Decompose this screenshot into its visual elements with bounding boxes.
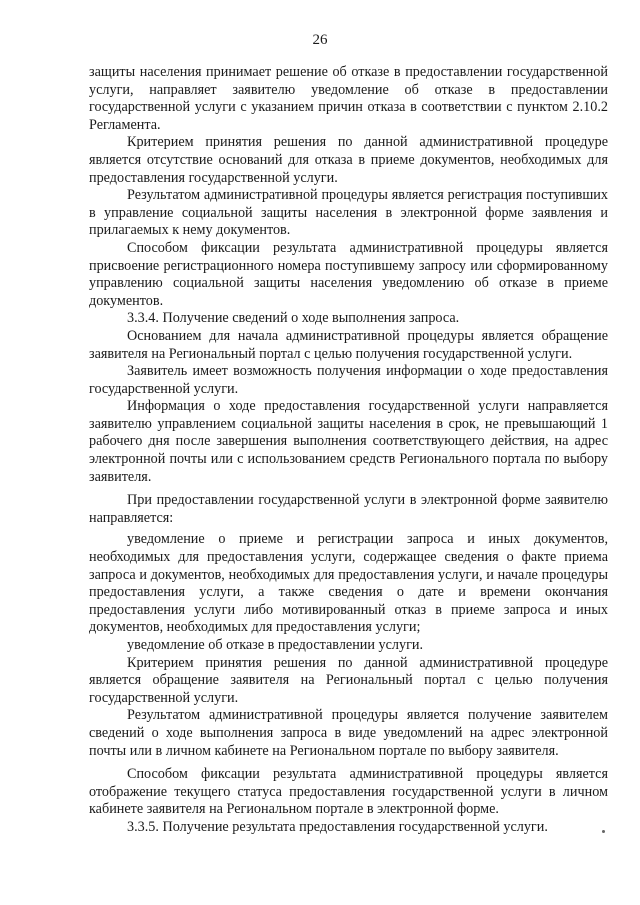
- paragraph-procedure-result-2: Результатом административной процедуры является получение заявителем сведений о ходе выполнения запроса в виде уведомлений на адрес электронной почты или в личном кабинете на Региональном портале по выбору заявителя.: [89, 707, 608, 759]
- paragraph-electronic-notifications: При предоставлении государственной услуги в электронной форме заявителю направляется:: [89, 492, 608, 526]
- paragraph-procedure-basis: Основанием для начала административной процедуры является обращение заявителя на Региональный портал с целью получения государственной услуги.: [89, 327, 608, 362]
- paragraph-refusal-notification: уведомление об отказе в предоставлении услуги.: [127, 637, 424, 653]
- page-number: 26: [312, 32, 328, 48]
- paragraph-procedure-result: Результатом административной процедуры является регистрация поступивших в управление социальной защиты населения в электронной форме заявления и прилагаемых к нему документов.: [89, 187, 608, 239]
- section-heading-3-3-4: 3.3.4. Получение сведений о ходе выполнения запроса.: [127, 310, 460, 327]
- scan-artifact-dot: [602, 830, 605, 833]
- paragraph-fixation-method-2: Способом фиксации результата административной процедуры является отображение текущего статуса предоставления государственной услуги в личном кабинете заявителя на Региональном портале в электронной форме.: [89, 766, 608, 818]
- paragraph-progress-info: Информация о ходе предоставления государственной услуги направляется заявителю управлением социальной защиты населения в срок, не превышающий 1 рабочего дня после завершения выполнения соответствующего действия, на адрес электронной почты или с использованием средств Регионального портала по выбору заявителя.: [89, 398, 608, 485]
- paragraph-applicant-info: Заявитель имеет возможность получения информации о ходе предоставления государственной услуги.: [89, 363, 608, 397]
- paragraph-registration-notification: уведомление о приеме и регистрации запроса и иных документов, необходимых для предоставления услуги, содержащее сведения о факте приема запроса и документов, необходимых для предоставления услуги, и начале процедуры предоставления услуги, а также сведения о дате и времени окончания предоставления услуги либо мотивированный отказ в приеме запроса и иных документов, необходимых для предоставления услуги;: [89, 531, 608, 636]
- paragraph-refusal-decision: защиты населения принимает решение об отказе в предоставлении государственной услуги, направляет заявителю уведомление об отказе в предоставлении государственной услуги с указанием причин отказа в соответствии с пунктом 2.10.2 Регламента.: [89, 64, 608, 133]
- section-heading-3-3-5: 3.3.5. Получение результата предоставления государственной услуги.: [127, 818, 548, 835]
- paragraph-decision-criterion-2: Критерием принятия решения по данной административной процедуре является обращение заявителя на Региональный портал с целью получения государственной услуги.: [89, 654, 608, 706]
- paragraph-decision-criterion: Критерием принятия решения по данной административной процедуре является отсутствие оснований для отказа в приеме документов, необходимых для предоставления государственной услуги.: [89, 134, 608, 186]
- document-body: [89, 64, 608, 837]
- paragraph-fixation-method: Способом фиксации результата административной процедуры является присвоение регистрационного номера поступившему запросу или сформированному управлению социальной защиты населения уведомлению об отказе в приеме документов.: [89, 239, 608, 309]
